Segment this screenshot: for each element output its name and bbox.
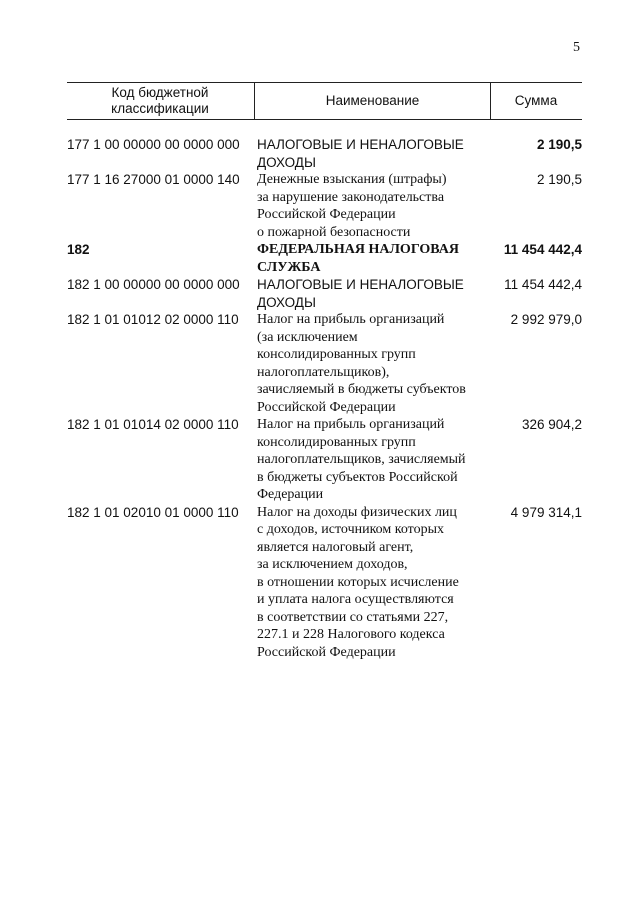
- table-row: [67, 136, 582, 171]
- row-name-line: за нарушение законодательства: [257, 189, 445, 205]
- row-code: 182: [67, 242, 90, 257]
- row-name-line: ДОХОДЫ: [257, 294, 316, 310]
- row-name-line: за исключением доходов,: [257, 557, 408, 572]
- row-name-line: Налог на доходы физических лиц: [257, 504, 457, 520]
- row-code: 182 1 01 01014 02 0000 110: [67, 417, 239, 432]
- column-header-sum: Сумма: [514, 93, 558, 108]
- row-name-line: СЛУЖБА: [257, 259, 321, 275]
- table-row: [67, 241, 582, 276]
- row-sum: 2 992 979,0: [510, 312, 582, 327]
- row-name: [254, 136, 487, 171]
- row-name-line: Российской Федерации: [257, 399, 396, 415]
- row-name-line: НАЛОГОВЫЕ И НЕНАЛОГОВЫЕ: [257, 137, 464, 152]
- row-name-line: (за исключением: [257, 329, 358, 345]
- row-name: [254, 171, 487, 241]
- row-code: 182 1 00 00000 00 0000 000: [67, 277, 240, 292]
- row-code: 177 1 16 27000 01 0000 140: [67, 172, 240, 187]
- row-name-line: является налоговый агент,: [257, 539, 414, 555]
- row-name-line: ДОХОДЫ: [257, 154, 316, 170]
- row-name-line: Налог на прибыль организаций: [257, 312, 445, 327]
- row-name: [254, 504, 487, 662]
- row-sum: 4 979 314,1: [510, 504, 582, 520]
- row-name-line: Денежные взыскания (штрафы): [257, 172, 447, 187]
- row-name-line: НАЛОГОВЫЕ И НЕНАЛОГОВЫЕ: [257, 277, 464, 292]
- row-name-line: о пожарной безопасности: [257, 224, 411, 240]
- table-header: [67, 82, 582, 120]
- row-code: 177 1 00 00000 00 0000 000: [67, 137, 240, 152]
- row-sum: 11 454 442,4: [504, 277, 582, 292]
- table-row: [67, 416, 582, 504]
- row-name-line: в соответствии со статьями 227,: [257, 609, 449, 625]
- column-header-code: [67, 83, 253, 119]
- page-number: 5: [573, 40, 580, 55]
- column-header-name: Наименование: [254, 83, 491, 119]
- row-name: [254, 241, 487, 276]
- row-name: [254, 416, 487, 504]
- row-name-line: в бюджеты субъектов Российской: [257, 469, 458, 485]
- row-name-line: Российской Федерации: [257, 644, 396, 660]
- row-name: [254, 276, 487, 311]
- row-name-line: в отношении которых исчисление: [257, 574, 459, 590]
- row-name-line: Российской Федерации: [257, 207, 396, 222]
- row-name-line: налогоплательщиков),: [257, 364, 390, 380]
- row-name-line: с доходов, источником которых: [257, 522, 445, 537]
- row-name-line: Налог на прибыль организаций: [257, 417, 445, 432]
- row-name-line: и уплата налога осуществляются: [257, 592, 454, 607]
- row-name-line: зачисляемый в бюджеты субъектов: [257, 382, 466, 397]
- row-code: 182 1 01 02010 01 0000 110: [67, 504, 239, 520]
- row-name: [254, 311, 487, 416]
- row-name-line: 227.1 и 228 Налогового кодекса: [257, 627, 445, 642]
- table-row: [67, 276, 582, 311]
- row-name-line: консолидированных групп: [257, 347, 416, 362]
- row-sum: 2 190,5: [536, 137, 582, 152]
- table-row: [67, 311, 582, 416]
- table-body: [67, 136, 582, 661]
- row-sum: 2 190,5: [536, 172, 582, 187]
- code-header-line-1: Код бюджетной: [111, 85, 209, 100]
- code-header-line-2: классификации: [111, 101, 209, 116]
- table-row: [67, 504, 582, 662]
- row-sum: 11 454 442,4: [503, 242, 582, 257]
- row-name-line: консолидированных групп: [257, 434, 416, 450]
- table-row: [67, 171, 582, 241]
- row-name-line: Федерации: [257, 487, 324, 502]
- row-name-line: налогоплательщиков, зачисляемый: [257, 452, 466, 467]
- row-sum: 326 904,2: [521, 417, 582, 432]
- row-code: 182 1 01 01012 02 0000 110: [67, 312, 239, 327]
- row-name-line: ФЕДЕРАЛЬНАЯ НАЛОГОВАЯ: [257, 242, 459, 257]
